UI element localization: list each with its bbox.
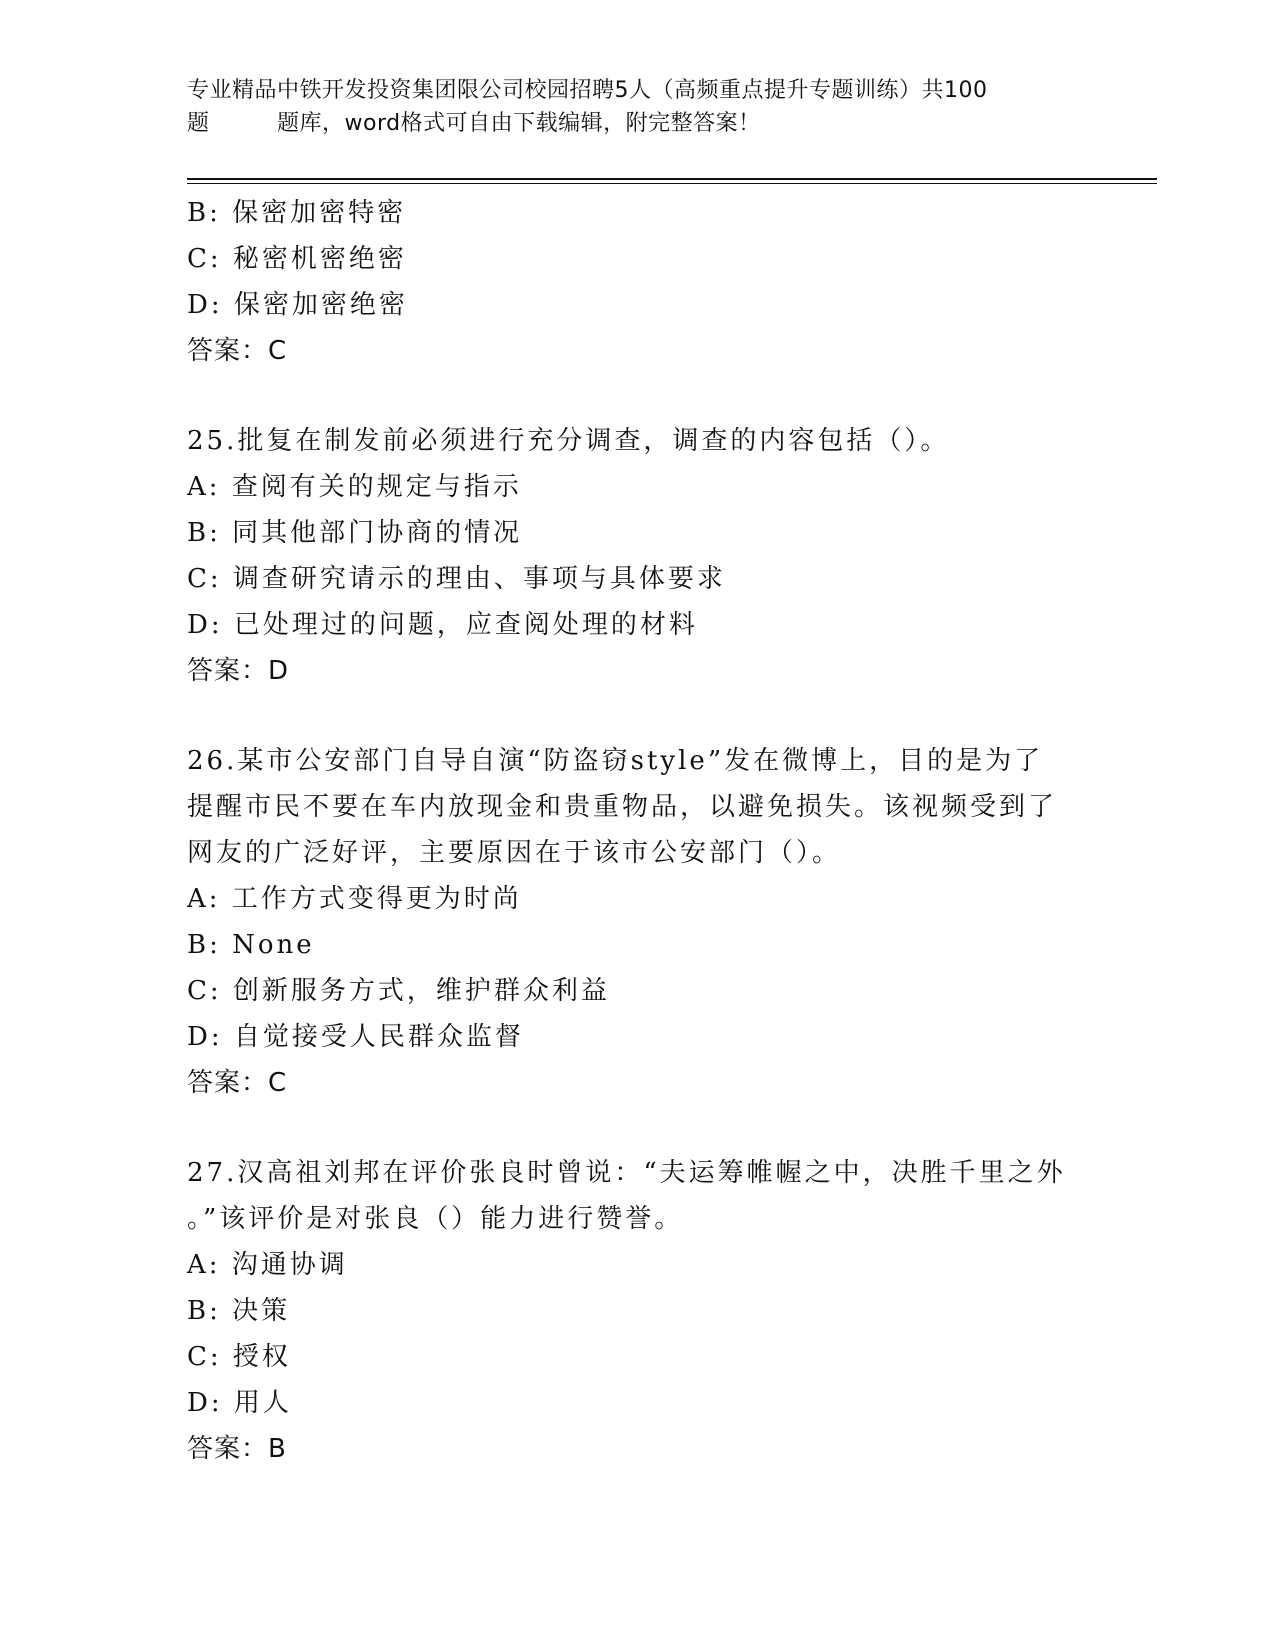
option-c: C: 创新服务方式，维护群众利益 [187, 976, 610, 1006]
header-title-line-2: 题 题库，word格式可自由下载编辑，附完整答案！ [187, 111, 761, 136]
page-header [187, 74, 1087, 140]
question-stem: 网友的广泛好评，主要原因在于该市公安部门（）。 [187, 838, 842, 868]
spacer [187, 1106, 1087, 1150]
question-stem: 。”该评价是对张良（）能力进行赞誉。 [187, 1204, 684, 1234]
question-stem: 提醒市民不要在车内放现金和贵重物品，以避免损失。该视频受到了 [187, 792, 1058, 822]
option-b: B: 决策 [187, 1296, 291, 1326]
header-rule-thick [187, 178, 1157, 180]
option-c: C: 授权 [187, 1342, 291, 1372]
option-d: D: 自觉接受人民群众监督 [187, 1022, 524, 1052]
answer-line: 答案：D [187, 656, 290, 686]
option-a: A: 工作方式变得更为时尚 [187, 884, 522, 914]
question-25 [187, 418, 1087, 694]
question-stem: 26.某市公安部门自导自演“防盗窃style”发在微博上，目的是为了 [187, 746, 1044, 776]
option-c: C: 秘密机密绝密 [187, 244, 407, 274]
answer-line: 答案：C [187, 1068, 288, 1098]
question-content [187, 190, 1087, 1472]
option-d: D: 用人 [187, 1388, 292, 1418]
option-b: B: 保密加密特密 [187, 198, 407, 228]
answer-line: 答案：C [187, 336, 288, 366]
option-b: B: None [187, 930, 315, 960]
question-stem: 27.汉高祖刘邦在评价张良时曾说：“夫运筹帷幄之中，决胜千里之外 [187, 1158, 1066, 1188]
option-a: A: 沟通协调 [187, 1250, 348, 1280]
question-24-tail [187, 190, 1087, 374]
question-stem: 25.批复在制发前必须进行充分调查，调查的内容包括（）。 [187, 426, 950, 456]
spacer [187, 374, 1087, 418]
spacer [187, 694, 1087, 738]
answer-line: 答案：B [187, 1434, 287, 1464]
option-d: D: 已处理过的问题，应查阅处理的材料 [187, 610, 698, 640]
option-c: C: 调查研究请示的理由、事项与具体要求 [187, 564, 726, 594]
option-b: B: 同其他部门协商的情况 [187, 518, 523, 548]
question-27 [187, 1150, 1087, 1472]
header-rule-thin [187, 183, 1157, 184]
header-title-line-1: 专业精品中铁开发投资集团限公司校园招聘5人（高频重点提升专题训练）共100 [187, 78, 988, 103]
option-d: D: 保密加密绝密 [187, 290, 408, 320]
question-26 [187, 738, 1087, 1106]
option-a: A: 查阅有关的规定与指示 [187, 472, 522, 502]
